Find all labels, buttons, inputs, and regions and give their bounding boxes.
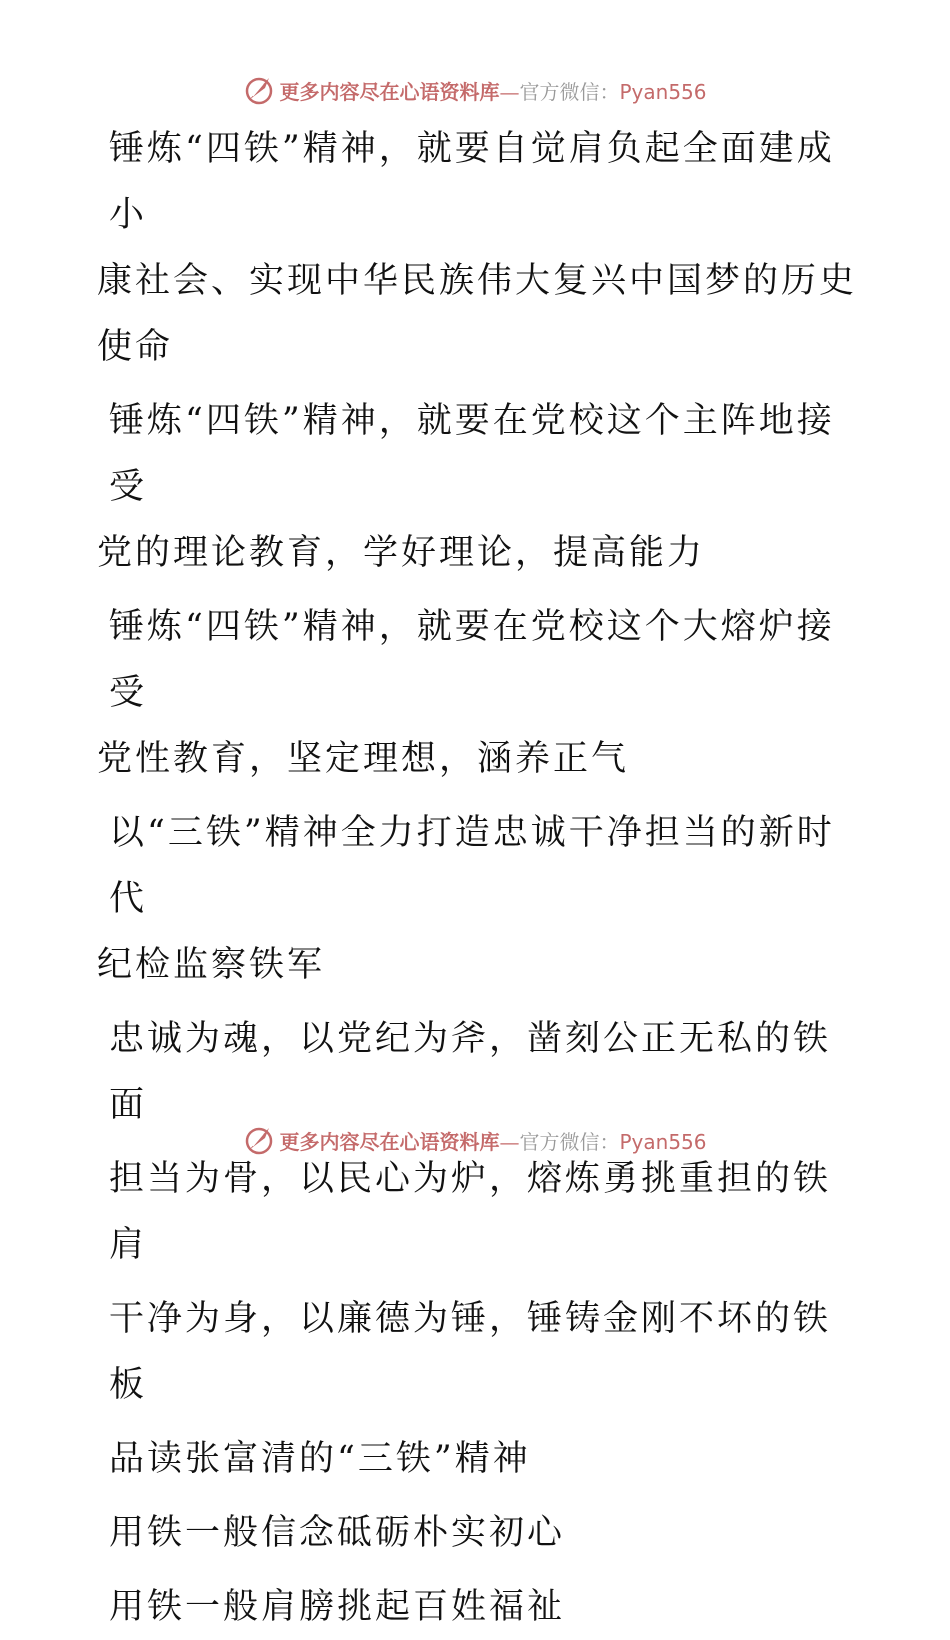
line-item: 忠诚为魂，以党纪为斧，凿刻公正无私的铁面	[109, 1019, 832, 1125]
line-item: 品读张富清的“三铁”精神	[109, 1439, 531, 1479]
paragraph: 锤炼“四铁”精神，就要在党校这个主阵地接受 党的理论教育，学好理论，提高能力	[97, 401, 835, 573]
line-item: 干净为身，以廉德为锤，锤铸金刚不坏的铁板	[109, 1299, 832, 1405]
footer-watermark	[0, 1120, 950, 1160]
paragraph: 锤炼“四铁”精神，就要在党校这个大熔炉接受 党性教育，坚定理想，涵养正气	[97, 607, 835, 779]
paragraph: 锤炼“四铁”精神，就要自觉肩负起全面建成小 康社会、实现中华民族伟大复兴中国梦的历史使命	[97, 129, 858, 367]
quill-logo-icon	[243, 74, 275, 106]
quill-logo-icon	[243, 1124, 275, 1156]
watermark-text: 更多内容尽在心语资料库—官方微信：Pyan556	[279, 79, 707, 104]
header-watermark	[0, 70, 950, 110]
line-item: 担当为骨，以民心为炉，熔炼勇挑重担的铁肩	[109, 1159, 832, 1265]
document-body	[97, 116, 867, 1640]
paragraph: 以“三铁”精神全力打造忠诚干净担当的新时代 纪检监察铁军	[97, 813, 835, 985]
line-item: 用铁一般信念砥砺朴实初心	[109, 1513, 566, 1553]
line-item: 用铁一般肩膀挑起百姓福祉	[109, 1587, 566, 1627]
watermark-text: 更多内容尽在心语资料库—官方微信：Pyan556	[279, 1129, 707, 1154]
